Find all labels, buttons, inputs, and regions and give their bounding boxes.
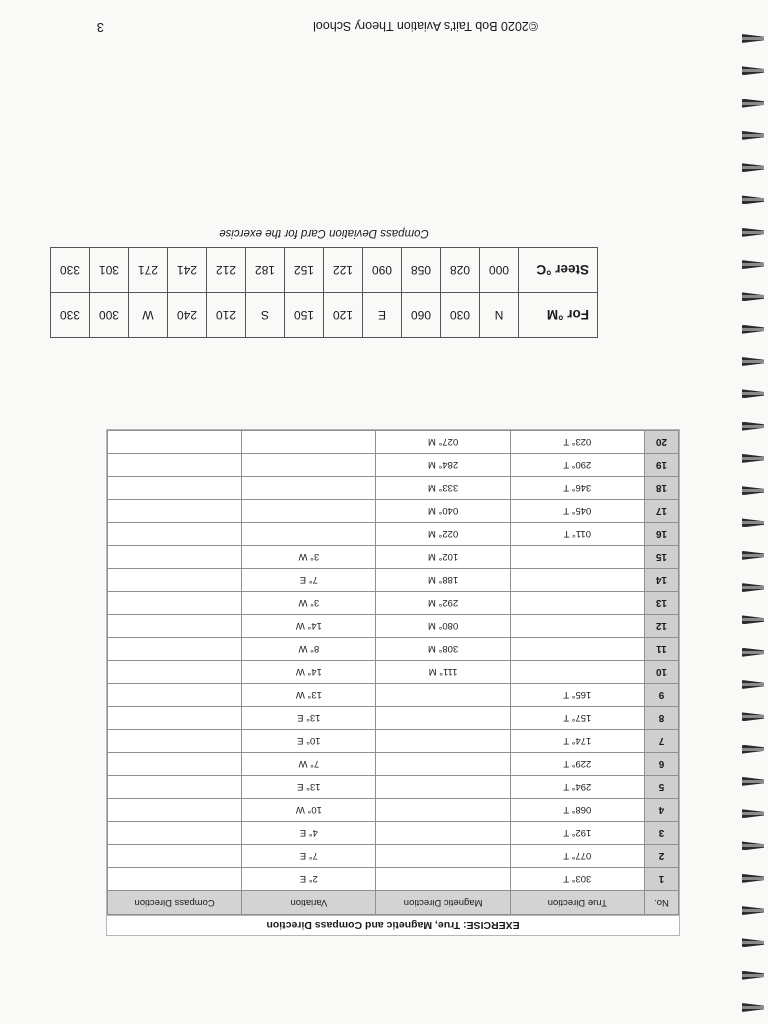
table-row bbox=[108, 454, 679, 477]
binding-ring bbox=[742, 325, 764, 334]
for-cell: 300 bbox=[90, 293, 129, 338]
for-cell: W bbox=[129, 293, 168, 338]
cell-no: 8 bbox=[644, 707, 678, 730]
for-cell: 150 bbox=[285, 293, 324, 338]
cell-true-direction: 157° T bbox=[510, 707, 644, 730]
binding-ring bbox=[742, 292, 764, 301]
cell-magnetic-direction bbox=[376, 799, 510, 822]
cell-variation: 7° W bbox=[242, 753, 376, 776]
steer-cell: 000 bbox=[480, 248, 519, 293]
binding-ring bbox=[742, 163, 764, 172]
cell-true-direction: 290° T bbox=[510, 454, 644, 477]
binding-ring bbox=[742, 260, 764, 269]
for-cell: 210 bbox=[207, 293, 246, 338]
cell-no: 16 bbox=[644, 523, 678, 546]
exercise-table bbox=[107, 430, 679, 915]
cell-compass-direction bbox=[108, 592, 242, 615]
cell-variation bbox=[242, 431, 376, 454]
for-cell: 060 bbox=[402, 293, 441, 338]
cell-no: 1 bbox=[644, 868, 678, 891]
steer-cell: 122 bbox=[324, 248, 363, 293]
steer-cell: 028 bbox=[441, 248, 480, 293]
steer-label: Steer °C bbox=[519, 248, 598, 293]
cell-magnetic-direction: 040° M bbox=[376, 500, 510, 523]
cell-true-direction: 174° T bbox=[510, 730, 644, 753]
cell-magnetic-direction bbox=[376, 822, 510, 845]
binding-ring bbox=[742, 454, 764, 463]
exercise-header-row bbox=[108, 891, 679, 915]
cell-true-direction bbox=[510, 638, 644, 661]
cell-compass-direction bbox=[108, 454, 242, 477]
table-row bbox=[108, 615, 679, 638]
steer-cell: 058 bbox=[402, 248, 441, 293]
table-row bbox=[108, 753, 679, 776]
cell-magnetic-direction: 284° M bbox=[376, 454, 510, 477]
table-row bbox=[108, 684, 679, 707]
cell-variation: 10° E bbox=[242, 730, 376, 753]
table-row bbox=[108, 638, 679, 661]
steer-cell: 330 bbox=[51, 248, 90, 293]
cell-compass-direction bbox=[108, 684, 242, 707]
cell-magnetic-direction bbox=[376, 776, 510, 799]
steer-cell: 301 bbox=[90, 248, 129, 293]
table-row bbox=[108, 707, 679, 730]
binding-ring bbox=[742, 99, 764, 108]
for-cell: 330 bbox=[51, 293, 90, 338]
copyright-footer: ©2020 Bob Tait's Aviation Theory School bbox=[313, 19, 538, 33]
cell-magnetic-direction: 080° M bbox=[376, 615, 510, 638]
binding-ring bbox=[742, 196, 764, 205]
exercise-title: EXERCISE: True, Magnetic and Compass Direction bbox=[107, 915, 679, 935]
cell-magnetic-direction: 027° M bbox=[376, 431, 510, 454]
deviation-for-row bbox=[51, 293, 598, 338]
binding-ring bbox=[742, 228, 764, 237]
binding-ring bbox=[742, 486, 764, 495]
deviation-card bbox=[50, 227, 598, 338]
for-cell: 120 bbox=[324, 293, 363, 338]
cell-compass-direction bbox=[108, 730, 242, 753]
cell-variation: 8° W bbox=[242, 638, 376, 661]
for-cell: S bbox=[246, 293, 285, 338]
cell-no: 20 bbox=[644, 431, 678, 454]
deviation-caption: Compass Deviation Card for the exercise bbox=[219, 227, 429, 239]
binding-ring bbox=[742, 519, 764, 528]
cell-true-direction: 045° T bbox=[510, 500, 644, 523]
table-row bbox=[108, 477, 679, 500]
cell-compass-direction bbox=[108, 477, 242, 500]
steer-cell: 241 bbox=[168, 248, 207, 293]
deviation-table bbox=[50, 247, 598, 338]
steer-cell: 090 bbox=[363, 248, 402, 293]
cell-magnetic-direction bbox=[376, 868, 510, 891]
cell-variation: 13° E bbox=[242, 707, 376, 730]
binding-ring bbox=[742, 648, 764, 657]
cell-magnetic-direction: 102° M bbox=[376, 546, 510, 569]
cell-no: 12 bbox=[644, 615, 678, 638]
cell-variation bbox=[242, 477, 376, 500]
for-cell: N bbox=[480, 293, 519, 338]
cell-no: 19 bbox=[644, 454, 678, 477]
header-true-direction: True Direction bbox=[510, 891, 644, 915]
page-number: 3 bbox=[96, 20, 104, 35]
cell-compass-direction bbox=[108, 500, 242, 523]
cell-no: 11 bbox=[644, 638, 678, 661]
cell-true-direction bbox=[510, 661, 644, 684]
cell-no: 6 bbox=[644, 753, 678, 776]
cell-variation: 2° E bbox=[242, 868, 376, 891]
binding-ring bbox=[742, 615, 764, 624]
cell-variation: 3° W bbox=[242, 592, 376, 615]
binding-ring bbox=[742, 809, 764, 818]
cell-compass-direction bbox=[108, 661, 242, 684]
cell-variation: 4° E bbox=[242, 822, 376, 845]
cell-true-direction: 077° T bbox=[510, 845, 644, 868]
cell-variation: 7° E bbox=[242, 569, 376, 592]
binding-ring bbox=[742, 551, 764, 560]
cell-compass-direction bbox=[108, 822, 242, 845]
header-no: No. bbox=[644, 891, 678, 915]
header-compass-direction: Compass Direction bbox=[108, 891, 242, 915]
table-row bbox=[108, 822, 679, 845]
table-row bbox=[108, 546, 679, 569]
cell-no: 2 bbox=[644, 845, 678, 868]
cell-variation: 14° W bbox=[242, 661, 376, 684]
cell-variation bbox=[242, 454, 376, 477]
binding-ring bbox=[742, 938, 764, 947]
cell-true-direction: 023° T bbox=[510, 431, 644, 454]
cell-true-direction: 068° T bbox=[510, 799, 644, 822]
steer-cell: 182 bbox=[246, 248, 285, 293]
cell-true-direction: 294° T bbox=[510, 776, 644, 799]
cell-compass-direction bbox=[108, 707, 242, 730]
cell-compass-direction bbox=[108, 753, 242, 776]
cell-variation: 7° E bbox=[242, 845, 376, 868]
binding-ring bbox=[742, 874, 764, 883]
table-row bbox=[108, 868, 679, 891]
table-row bbox=[108, 661, 679, 684]
binding-ring bbox=[742, 66, 764, 75]
cell-magnetic-direction: 188° M bbox=[376, 569, 510, 592]
cell-true-direction: 346° T bbox=[510, 477, 644, 500]
binding-ring bbox=[742, 389, 764, 398]
cell-true-direction: 011° T bbox=[510, 523, 644, 546]
table-row bbox=[108, 523, 679, 546]
table-row bbox=[108, 569, 679, 592]
steer-cell: 271 bbox=[129, 248, 168, 293]
cell-magnetic-direction bbox=[376, 845, 510, 868]
spiral-binding bbox=[738, 0, 768, 1024]
binding-ring bbox=[742, 1003, 764, 1012]
binding-ring bbox=[742, 583, 764, 592]
table-row bbox=[108, 799, 679, 822]
cell-variation: 3° W bbox=[242, 546, 376, 569]
for-label: For °M bbox=[519, 293, 598, 338]
cell-magnetic-direction bbox=[376, 707, 510, 730]
cell-true-direction: 229° T bbox=[510, 753, 644, 776]
cell-magnetic-direction: 292° M bbox=[376, 592, 510, 615]
cell-compass-direction bbox=[108, 523, 242, 546]
cell-no: 17 bbox=[644, 500, 678, 523]
cell-no: 15 bbox=[644, 546, 678, 569]
header-variation: Variation bbox=[242, 891, 376, 915]
cell-no: 4 bbox=[644, 799, 678, 822]
cell-true-direction bbox=[510, 592, 644, 615]
cell-variation bbox=[242, 523, 376, 546]
cell-magnetic-direction: 022° M bbox=[376, 523, 510, 546]
cell-no: 7 bbox=[644, 730, 678, 753]
cell-no: 10 bbox=[644, 661, 678, 684]
cell-no: 3 bbox=[644, 822, 678, 845]
binding-ring bbox=[742, 842, 764, 851]
cell-variation bbox=[242, 500, 376, 523]
exercise-table-container bbox=[106, 429, 680, 936]
for-cell: 030 bbox=[441, 293, 480, 338]
cell-magnetic-direction bbox=[376, 730, 510, 753]
cell-magnetic-direction bbox=[376, 684, 510, 707]
cell-compass-direction bbox=[108, 638, 242, 661]
table-row bbox=[108, 592, 679, 615]
cell-true-direction bbox=[510, 546, 644, 569]
table-row bbox=[108, 730, 679, 753]
cell-compass-direction bbox=[108, 569, 242, 592]
for-cell: E bbox=[363, 293, 402, 338]
table-row bbox=[108, 845, 679, 868]
cell-true-direction bbox=[510, 615, 644, 638]
table-row bbox=[108, 431, 679, 454]
binding-ring bbox=[742, 712, 764, 721]
cell-compass-direction bbox=[108, 776, 242, 799]
cell-compass-direction bbox=[108, 799, 242, 822]
binding-ring bbox=[742, 422, 764, 431]
cell-magnetic-direction: 333° M bbox=[376, 477, 510, 500]
steer-cell: 152 bbox=[285, 248, 324, 293]
header-magnetic-direction: Magnetic Direction bbox=[376, 891, 510, 915]
cell-compass-direction bbox=[108, 845, 242, 868]
cell-compass-direction bbox=[108, 615, 242, 638]
cell-variation: 13° E bbox=[242, 776, 376, 799]
binding-ring bbox=[742, 971, 764, 980]
cell-no: 13 bbox=[644, 592, 678, 615]
cell-compass-direction bbox=[108, 868, 242, 891]
binding-ring bbox=[742, 357, 764, 366]
cell-true-direction bbox=[510, 569, 644, 592]
cell-no: 9 bbox=[644, 684, 678, 707]
cell-true-direction: 192° T bbox=[510, 822, 644, 845]
binding-ring bbox=[742, 777, 764, 786]
binding-ring bbox=[742, 34, 764, 43]
cell-no: 5 bbox=[644, 776, 678, 799]
cell-magnetic-direction: 111° M bbox=[376, 661, 510, 684]
cell-true-direction: 303° T bbox=[510, 868, 644, 891]
binding-ring bbox=[742, 745, 764, 754]
cell-true-direction: 165° T bbox=[510, 684, 644, 707]
table-row bbox=[108, 500, 679, 523]
cell-variation: 10° W bbox=[242, 799, 376, 822]
cell-no: 14 bbox=[644, 569, 678, 592]
deviation-steer-row bbox=[51, 248, 598, 293]
steer-cell: 212 bbox=[207, 248, 246, 293]
for-cell: 240 bbox=[168, 293, 207, 338]
binding-ring bbox=[742, 906, 764, 915]
cell-variation: 14° W bbox=[242, 615, 376, 638]
cell-no: 18 bbox=[644, 477, 678, 500]
table-row bbox=[108, 776, 679, 799]
binding-ring bbox=[742, 131, 764, 140]
cell-magnetic-direction bbox=[376, 753, 510, 776]
cell-compass-direction bbox=[108, 431, 242, 454]
cell-variation: 13° W bbox=[242, 684, 376, 707]
cell-magnetic-direction: 308° M bbox=[376, 638, 510, 661]
binding-ring bbox=[742, 680, 764, 689]
cell-compass-direction bbox=[108, 546, 242, 569]
